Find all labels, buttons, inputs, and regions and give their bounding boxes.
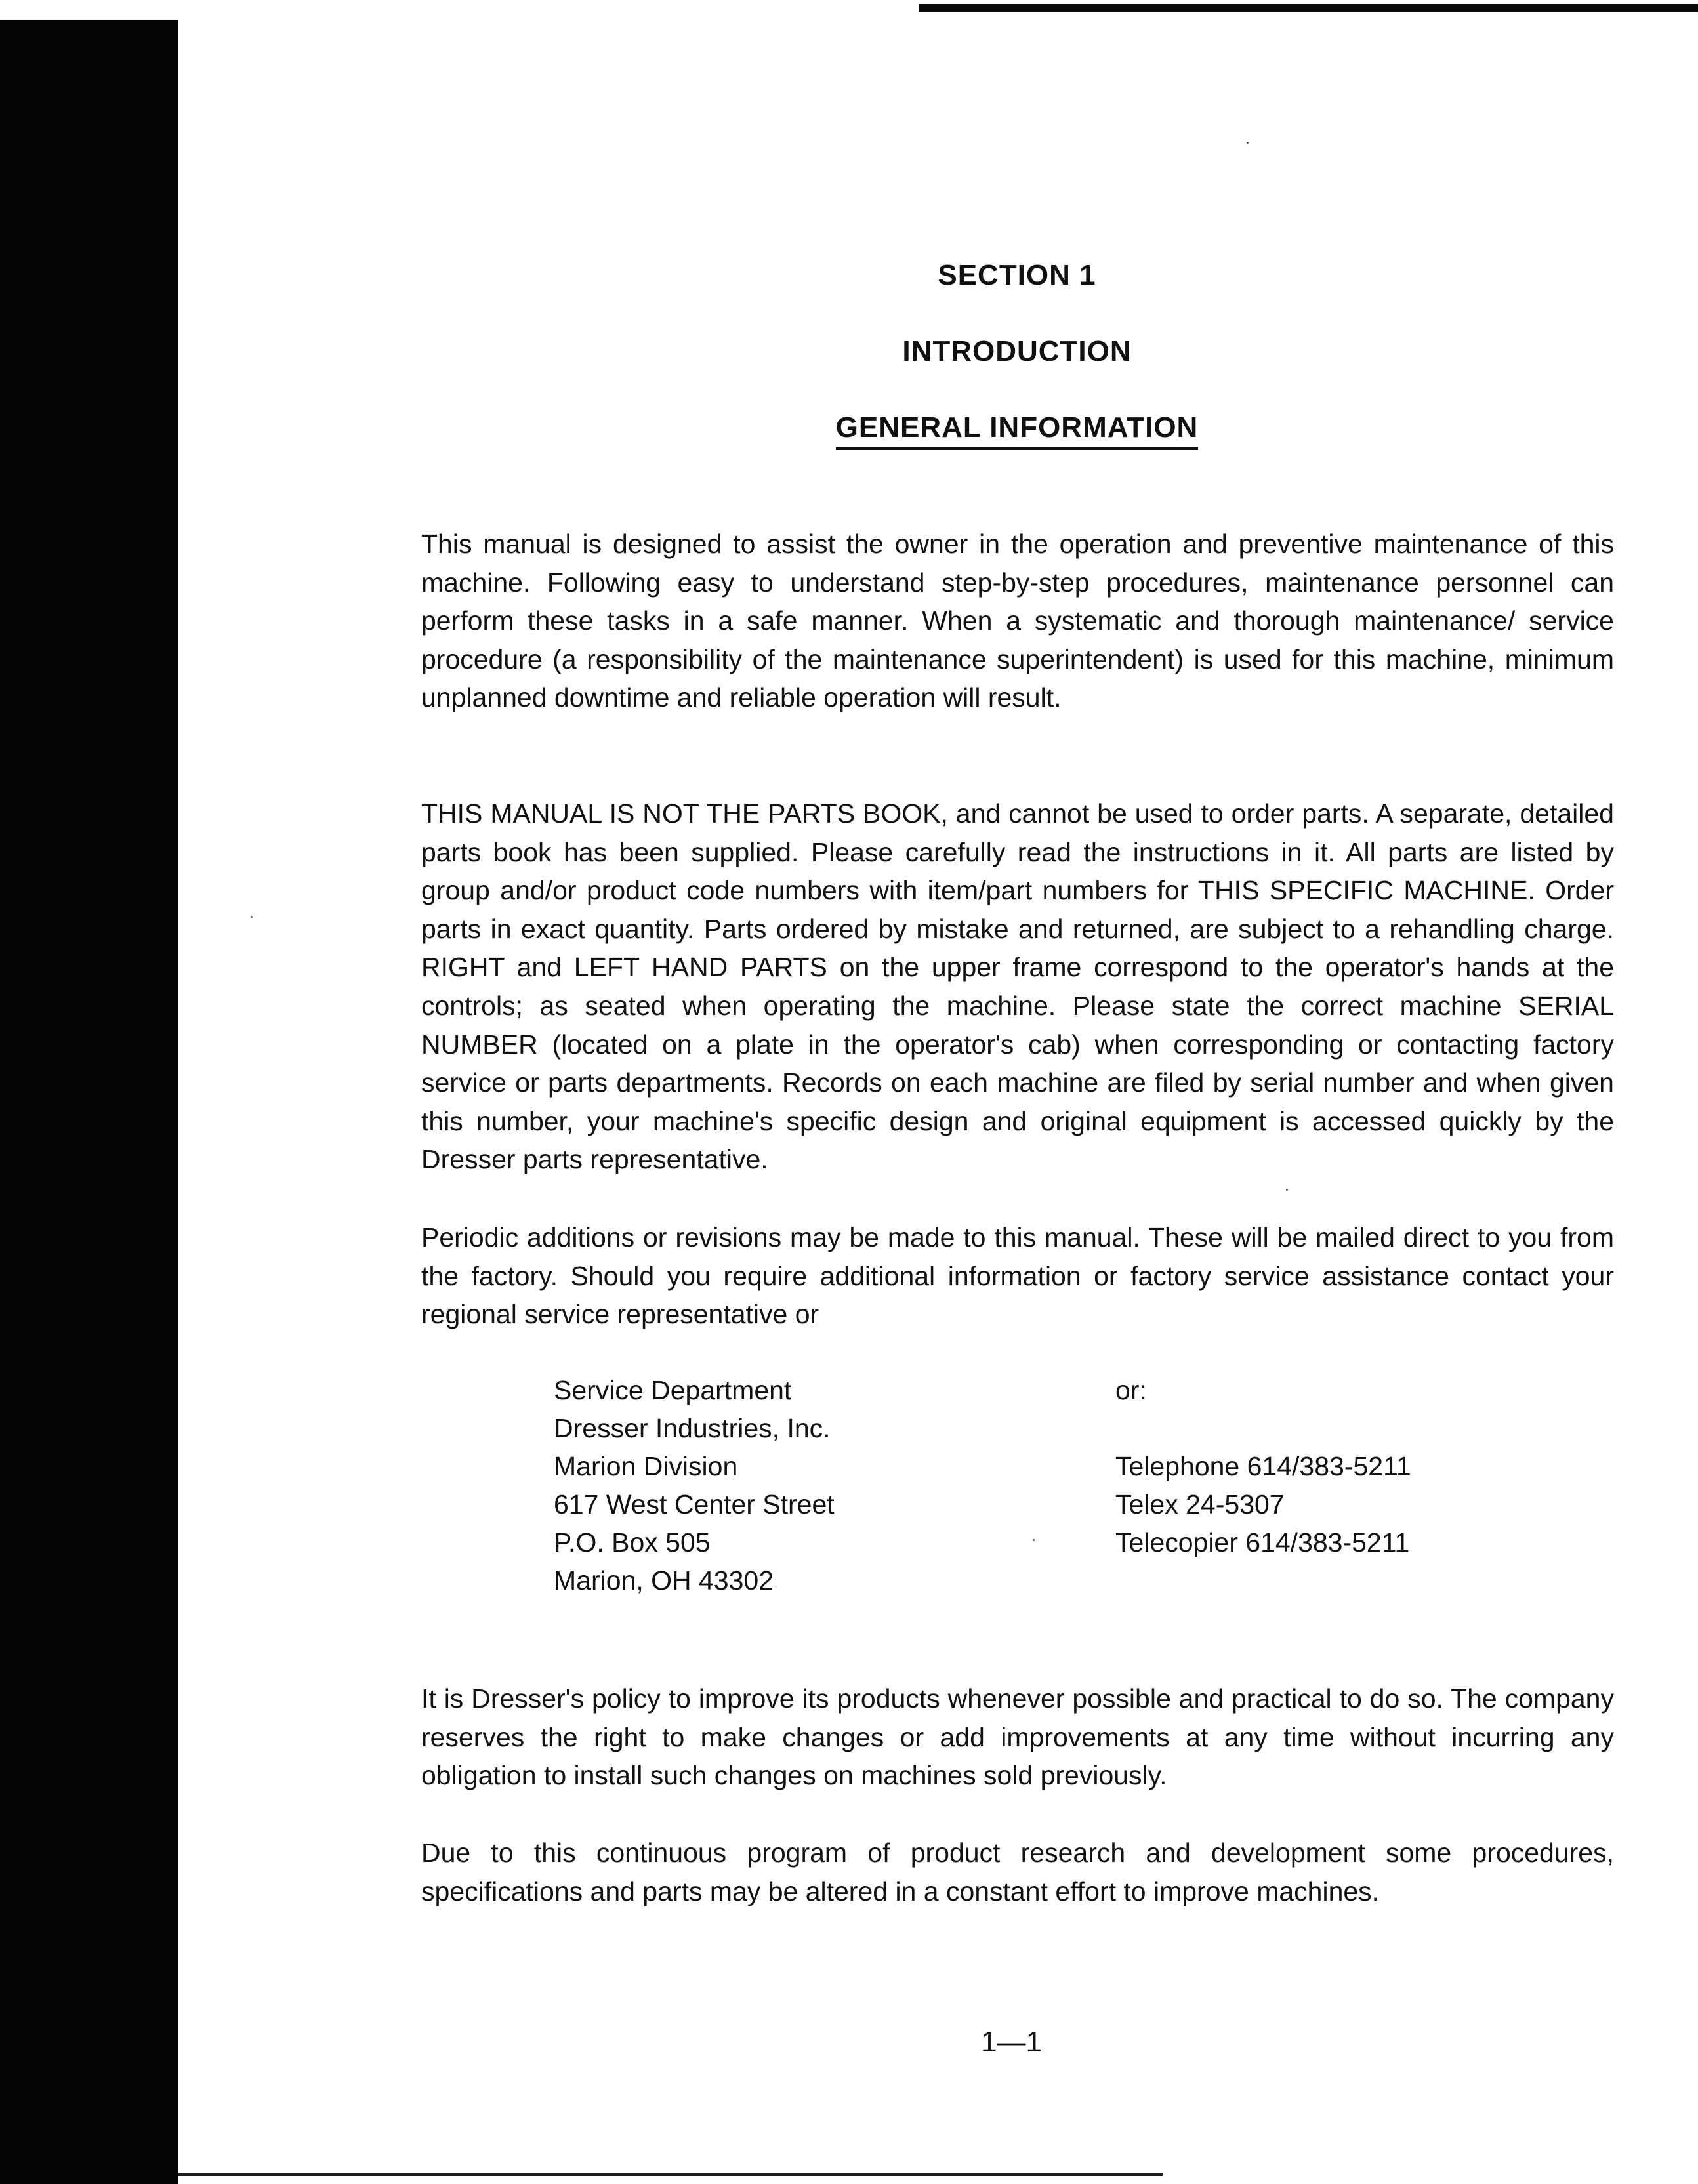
blank-line [1115,1409,1411,1447]
paragraph-research: Due to this continuous program of product research and development some procedures, specifications and parts may be altered in a constant effort to improve machines. [421,1838,1614,1906]
paragraph-revisions: Periodic additions or revisions may be made to this manual. These will be mailed direct to you from the factory. Should you require additional information or factory service assistance contact your regional service representative or [421,1222,1614,1330]
contact-numbers-block [1115,1371,1411,1561]
scan-speck [251,916,253,918]
address-line: Service Department [554,1375,792,1405]
address-line: Marion, OH 43302 [554,1565,774,1596]
subheading [0,413,1698,450]
scan-speck [1286,1189,1288,1191]
section-heading: SECTION 1 [938,259,1096,291]
address-line: 617 West Center Street [554,1489,835,1519]
paragraph-purpose: This manual is designed to assist the owner in the operation and preventive maintenance of this machine. Following easy to understand step-by-step procedures, maintenance personnel can perform these tasks in a safe manner. When a systematic and thorough maintenance/ service procedure (a responsibility of the maintenance superintendent) is used for this machine, minimum unplanned downtime and reliable operation will result. [421,529,1614,713]
bottom-border-rule [178,2173,1163,2176]
paragraph-policy: It is Dresser's policy to improve its products whenever possible and practical to do so. The company reserves the right to make changes or add improvements at any time without incurring any obligation to install such changes on machines sold previously. [421,1683,1614,1791]
telecopier-number: Telecopier 614/383-5211 [1115,1527,1410,1557]
telex-number: Telex 24-5307 [1115,1489,1285,1519]
telephone-number: Telephone 614/383-5211 [1115,1451,1411,1481]
chapter-heading: INTRODUCTION [902,335,1132,367]
page-number: 1—1 [981,2026,1042,2058]
top-border-rule [919,4,1698,12]
subheading-text: GENERAL INFORMATION [836,413,1199,450]
scan-speck [1033,1539,1035,1541]
address-block [554,1371,835,1599]
address-line: P.O. Box 505 [554,1527,711,1557]
address-line: Marion Division [554,1451,738,1481]
or-label: or: [1115,1375,1147,1405]
address-line: Dresser Industries, Inc. [554,1413,831,1443]
paragraph-parts-book: THIS MANUAL IS NOT THE PARTS BOOK, and cannot be used to order parts. A separate, detailed parts book has been supplied. Please carefully read the instructions in it. All parts are listed by group and/or product code numbers with item/part numbers for THIS SPECIFIC MACHINE. Order parts in exact quantity. Parts ordered by mistake and returned, are subject to a rehandling charge. RIGHT and LEFT HAND PARTS on the upper frame correspond to the operator's hands at the controls; as seated when operating the machine. Please state the correct machine SERIAL NUMBER (located on a plate in the operator's cab) when corresponding or contacting factory service or parts departments. Records on each machine are filed by serial number and when given this number, your machine's specific design and original equipment is accessed quickly by the Dresser parts representative. [421,798,1614,1175]
scan-speck [1247,142,1249,144]
